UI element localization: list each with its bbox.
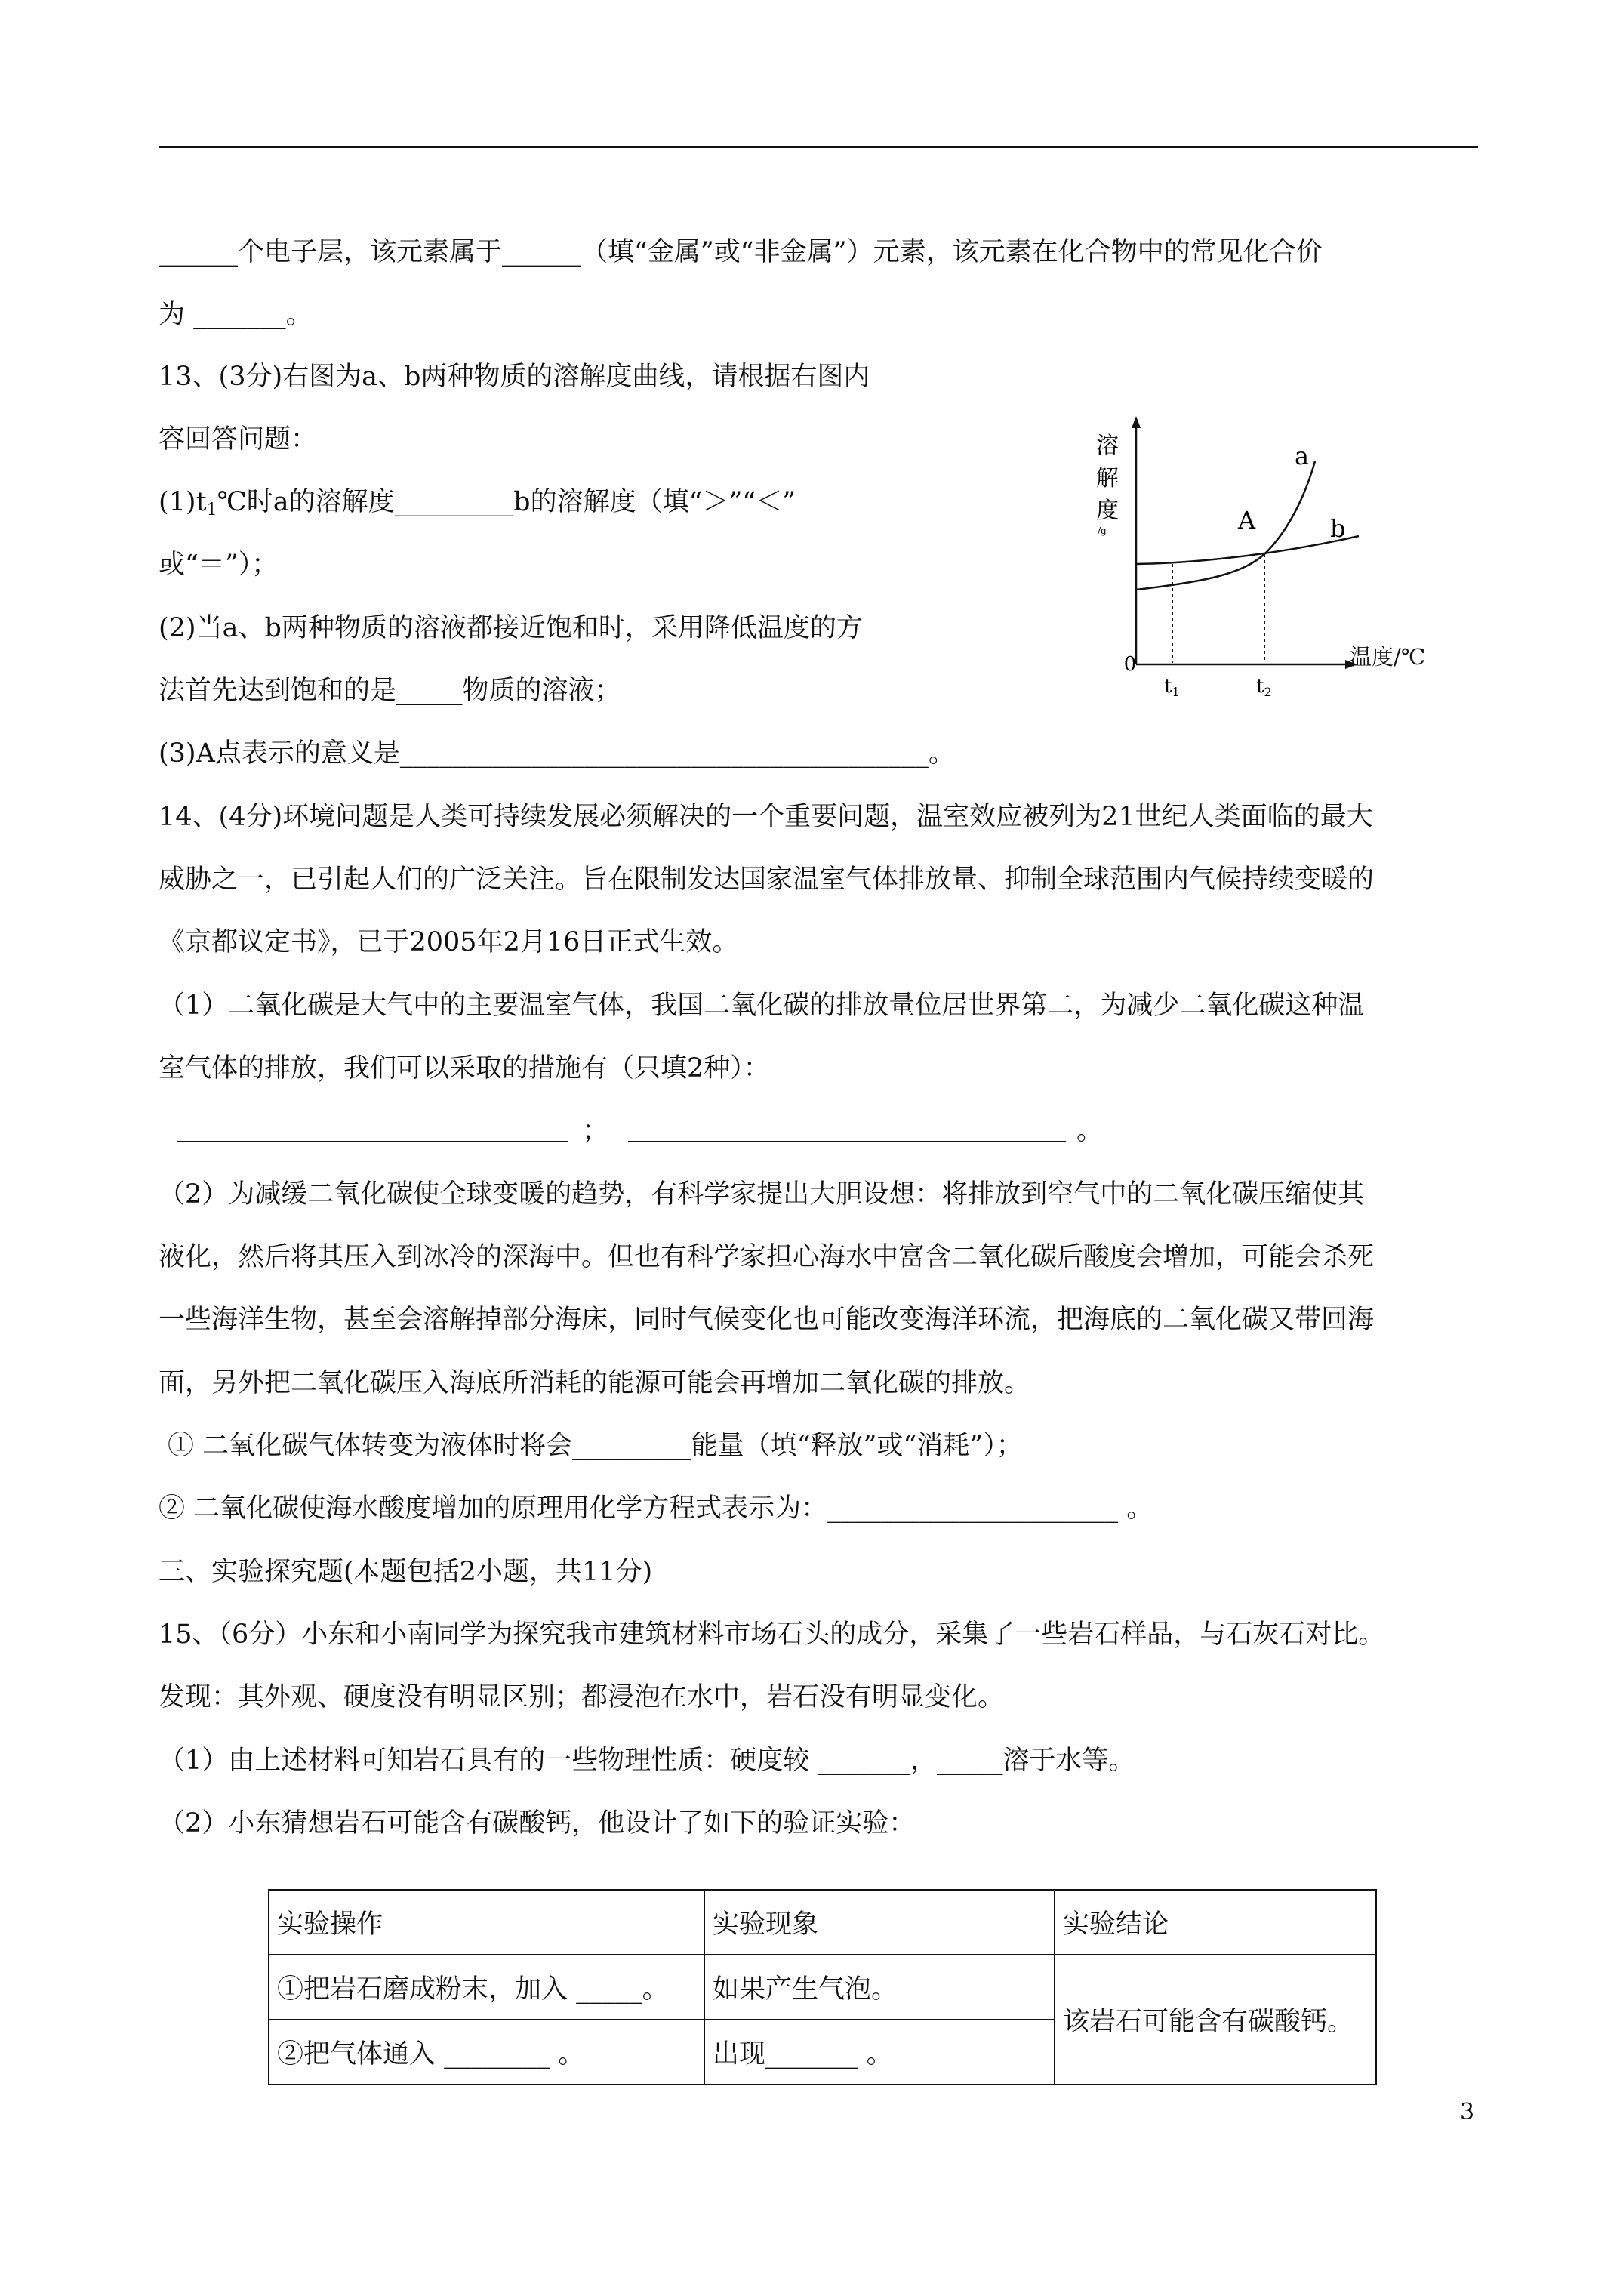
blank-end: 。 xyxy=(1076,1116,1104,1146)
row-1-observation: 如果产生气泡。 xyxy=(704,1955,1055,2020)
header-rule xyxy=(159,146,1478,148)
y-axis-arrow xyxy=(1132,416,1141,428)
q15-part-1: （1）由上述材料可知岩石具有的一些物理性质：硬度较 _______，_____溶于水等。 xyxy=(159,1746,1135,1776)
q14-part-2c: 一些海洋生物，甚至会溶解掉部分海床，同时气候变化也可能改变海洋环流，把海底的二氧化碳又带回海 xyxy=(159,1305,1375,1335)
q14-line-a: 14、(4分)环境问题是人类可持续发展必须解决的一个重要问题，温室效应被列为21世纪人类面临的最大 xyxy=(159,802,1373,832)
point-a-label: A xyxy=(1238,506,1256,535)
table-row xyxy=(269,1955,1376,2020)
q14-part-2b: 液化，然后将其压入到冰冷的深海中。但也有科学家担心海水中富含二氧化碳后酸度会增加，可能会杀死 xyxy=(159,1242,1375,1272)
q13-part-1-pre: (1)t xyxy=(159,487,207,517)
section-3-title: 三、实验探究题(本题包括2小题，共11分) xyxy=(159,1557,653,1587)
q12-line-1: ______个电子层，该元素属于______（填“金属”或“非金属”）元素，该元素在化合物中的常见化合价 xyxy=(159,237,1323,267)
q14-line-c: 《京都议定书》，已于2005年2月16日正式生效。 xyxy=(159,927,739,957)
q12-line-2: 为 _______。 xyxy=(159,300,313,330)
series-a-curve xyxy=(1136,461,1315,590)
q14-part-1b: 室气体的排放，我们可以采取的措施有（只填2种）： xyxy=(159,1053,770,1083)
q13-part-1 xyxy=(159,485,796,527)
blank-separator: ； xyxy=(582,1116,609,1146)
header-operation: 实验操作 xyxy=(269,1890,704,1955)
series-b-label: b xyxy=(1330,514,1346,543)
ylabel-char-3: 度 xyxy=(1096,498,1119,524)
series-b-curve xyxy=(1136,536,1359,564)
origin-label: 0 xyxy=(1123,653,1137,676)
ylabel-unit: /g xyxy=(1098,525,1107,536)
t2-label: t2 xyxy=(1256,675,1272,699)
experiment-table xyxy=(268,1889,1377,2085)
q14-item-1: ① 二氧化碳气体转变为液体时将会_________能量（填“释放”或“消耗”）； xyxy=(168,1431,1023,1461)
q14-part-1a: （1）二氧化碳是大气中的主要温室气体，我国二氧化碳的排放量位居世界第二，为减少二氧化碳这种温 xyxy=(159,991,1365,1021)
row-2-observation: 出现_______ 。 xyxy=(704,2020,1055,2085)
conclusion-cell: 该岩石可能含有碳酸钙。 xyxy=(1055,1955,1376,2085)
q15-line-b: 发现：其外观、硬度没有明显区别；都浸泡在水中，岩石没有明显变化。 xyxy=(159,1682,1005,1712)
xlabel: 温度/℃ xyxy=(1350,644,1426,670)
series-a-label: a xyxy=(1295,442,1310,470)
q15-part-2: （2）小东猜想岩石可能含有碳酸钙，他设计了如下的验证实验： xyxy=(159,1808,916,1838)
q13-part-1-post: ℃时a的溶解度_________b的溶解度（填“＞”“＜” xyxy=(217,487,796,517)
page-number: 3 xyxy=(1460,2099,1475,2125)
q15-line-a: 15、（6分）小东和小南同学为探究我市建筑材料市场石头的成分，采集了一些岩石样品，与石灰石对比。 xyxy=(159,1620,1385,1650)
q13-part-2a: (2)当a、b两种物质的溶液都接近饱和时，采用降低温度的方 xyxy=(159,613,863,643)
header-observation: 实验现象 xyxy=(704,1890,1055,1955)
q13-header-b: 容回答问题： xyxy=(159,424,318,455)
row-1-operation: ①把岩石磨成粉末，加入 _____。 xyxy=(269,1955,704,2020)
q14-item-2: ② 二氧化碳使海水酸度增加的原理用化学方程式表示为：______________________ 。 xyxy=(159,1493,1153,1524)
q14-part-2d: 面，另外把二氧化碳压入海底所消耗的能源可能会再增加二氧化碳的排放。 xyxy=(159,1368,1031,1398)
q13-header-a: 13、(3分)右图为a、b两种物质的溶解度曲线，请根据右图内 xyxy=(159,362,870,392)
table-header-row xyxy=(269,1890,1376,1955)
t1-label: t1 xyxy=(1164,675,1180,699)
q14-answer-blanks xyxy=(177,1114,1103,1148)
row-2-operation: ②把气体通入 ________ 。 xyxy=(269,2020,704,2085)
q13-part-1-sub: 1 xyxy=(206,501,217,519)
header-conclusion: 实验结论 xyxy=(1055,1890,1376,1955)
answer-blank-1[interactable] xyxy=(177,1117,568,1142)
ylabel-char-1: 溶 xyxy=(1096,433,1119,459)
answer-blank-2[interactable] xyxy=(628,1117,1066,1142)
q13-part-1b: 或“＝”）； xyxy=(159,550,279,580)
q13-part-2b: 法首先达到饱和的是_____物质的溶液； xyxy=(159,676,621,706)
ylabel-char-2: 解 xyxy=(1096,465,1119,492)
q14-part-2a: （2）为减缓二氧化碳使全球变暖的趋势，有科学家提出大胆设想：将排放到空气中的二氧化碳压缩使其 xyxy=(159,1179,1365,1210)
q14-line-b: 威胁之一，已引起人们的广泛关注。旨在限制发达国家温室气体排放量、抑制全球范围内气候持续变暖的 xyxy=(159,864,1375,895)
q13-part-3: (3)A点表示的意义是________________________________________。 xyxy=(159,738,955,769)
